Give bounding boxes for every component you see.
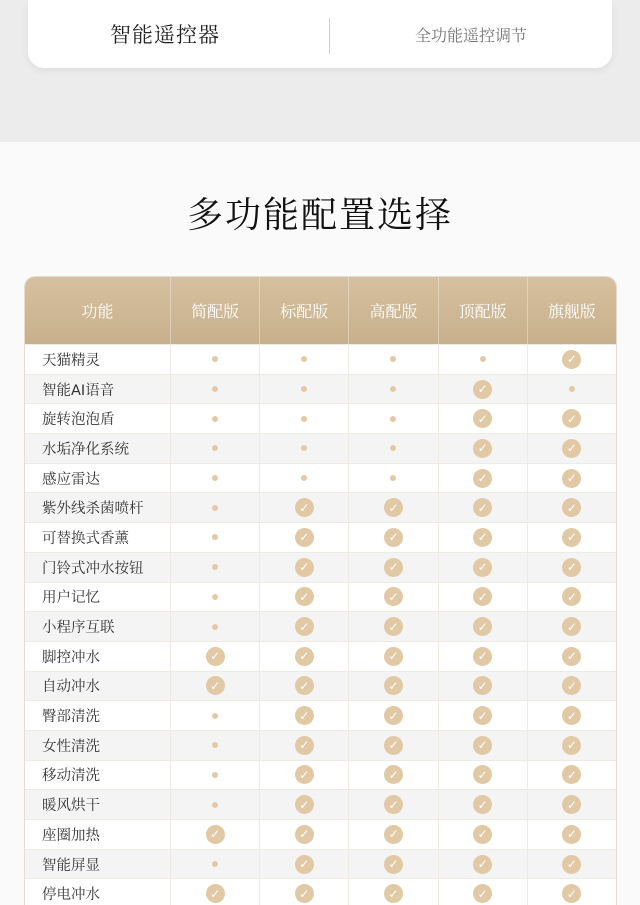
dot-icon bbox=[212, 475, 218, 481]
table-cell bbox=[259, 879, 348, 905]
check-icon: ✓ bbox=[206, 825, 225, 844]
table-cell bbox=[527, 553, 616, 582]
table-cell bbox=[438, 612, 527, 641]
feature-name: 可替换式香薰 bbox=[42, 530, 129, 547]
check-icon: ✓ bbox=[295, 706, 314, 725]
check-icon: ✓ bbox=[562, 884, 581, 903]
table-cell bbox=[527, 761, 616, 790]
table-row bbox=[25, 374, 616, 404]
table-cell bbox=[348, 850, 437, 879]
check-icon: ✓ bbox=[295, 498, 314, 517]
table-cell bbox=[438, 790, 527, 819]
table-cell bbox=[527, 434, 616, 463]
table-cell bbox=[438, 493, 527, 522]
table-cell bbox=[348, 612, 437, 641]
table-cell bbox=[348, 879, 437, 905]
check-icon: ✓ bbox=[562, 350, 581, 369]
dot-icon bbox=[212, 505, 218, 511]
dot-icon bbox=[212, 564, 218, 570]
table-cell bbox=[348, 642, 437, 671]
check-icon: ✓ bbox=[473, 795, 492, 814]
table-cell bbox=[348, 731, 437, 760]
check-icon: ✓ bbox=[295, 765, 314, 784]
feature-name: 臀部清洗 bbox=[42, 709, 100, 726]
table-cell bbox=[259, 523, 348, 552]
check-icon: ✓ bbox=[206, 884, 225, 903]
table-cell bbox=[527, 642, 616, 671]
table-cell bbox=[170, 820, 259, 849]
check-icon: ✓ bbox=[384, 795, 403, 814]
dot-icon bbox=[212, 534, 218, 540]
check-icon: ✓ bbox=[562, 528, 581, 547]
feature-name: 门铃式冲水按钮 bbox=[42, 560, 144, 577]
remote-subtitle: 全功能遥控调节 bbox=[414, 25, 527, 45]
check-icon: ✓ bbox=[473, 706, 492, 725]
table-cell bbox=[259, 731, 348, 760]
table-cell bbox=[170, 375, 259, 404]
table-cell bbox=[348, 761, 437, 790]
config-table bbox=[25, 277, 616, 905]
check-icon: ✓ bbox=[206, 647, 225, 666]
feature-name: 智能AI语音 bbox=[42, 382, 115, 399]
table-row bbox=[25, 463, 616, 493]
table-cell bbox=[527, 345, 616, 374]
check-icon: ✓ bbox=[562, 765, 581, 784]
check-icon: ✓ bbox=[384, 498, 403, 517]
table-cell bbox=[438, 879, 527, 905]
check-icon: ✓ bbox=[473, 558, 492, 577]
table-cell bbox=[259, 790, 348, 819]
check-icon: ✓ bbox=[473, 439, 492, 458]
table-cell bbox=[348, 345, 437, 374]
check-icon: ✓ bbox=[562, 736, 581, 755]
dot-icon bbox=[301, 445, 307, 451]
table-cell bbox=[170, 672, 259, 701]
dot-icon bbox=[301, 356, 307, 362]
feature-name: 感应雷达 bbox=[42, 471, 100, 488]
table-row bbox=[25, 492, 616, 522]
dot-icon bbox=[212, 445, 218, 451]
table-header bbox=[25, 277, 616, 344]
table-cell bbox=[527, 701, 616, 730]
feature-name: 用户记忆 bbox=[42, 590, 100, 607]
check-icon: ✓ bbox=[562, 587, 581, 606]
column-header-basic: 简配版 bbox=[170, 277, 259, 344]
table-row bbox=[25, 552, 616, 582]
table-cell bbox=[348, 375, 437, 404]
check-icon: ✓ bbox=[384, 736, 403, 755]
table-cell bbox=[438, 583, 527, 612]
dot-icon bbox=[212, 624, 218, 630]
table-cell bbox=[438, 404, 527, 433]
check-icon: ✓ bbox=[473, 587, 492, 606]
table-row bbox=[25, 730, 616, 760]
dot-icon bbox=[390, 386, 396, 392]
check-icon: ✓ bbox=[384, 676, 403, 695]
dot-icon bbox=[390, 416, 396, 422]
table-cell bbox=[170, 790, 259, 819]
table-cell bbox=[527, 375, 616, 404]
check-icon: ✓ bbox=[295, 617, 314, 636]
table-cell bbox=[527, 612, 616, 641]
table-cell bbox=[438, 345, 527, 374]
feature-name: 紫外线杀菌喷杆 bbox=[42, 501, 144, 518]
dot-icon bbox=[212, 772, 218, 778]
check-icon: ✓ bbox=[384, 587, 403, 606]
table-cell bbox=[348, 583, 437, 612]
table-cell bbox=[259, 820, 348, 849]
dot-icon bbox=[301, 416, 307, 422]
table-cell bbox=[438, 375, 527, 404]
table-cell bbox=[170, 345, 259, 374]
table-row bbox=[25, 403, 616, 433]
table-cell bbox=[438, 761, 527, 790]
table-cell bbox=[259, 553, 348, 582]
check-icon: ✓ bbox=[384, 765, 403, 784]
feature-name: 小程序互联 bbox=[42, 620, 115, 637]
table-cell bbox=[259, 434, 348, 463]
check-icon: ✓ bbox=[295, 825, 314, 844]
feature-name: 停电冲水 bbox=[42, 887, 100, 904]
check-icon: ✓ bbox=[473, 647, 492, 666]
table-cell bbox=[438, 672, 527, 701]
table-cell bbox=[170, 612, 259, 641]
dot-icon bbox=[390, 445, 396, 451]
remote-title: 智能遥控器 bbox=[110, 23, 220, 47]
check-icon: ✓ bbox=[295, 558, 314, 577]
table-row bbox=[25, 700, 616, 730]
check-icon: ✓ bbox=[562, 855, 581, 874]
check-icon: ✓ bbox=[473, 380, 492, 399]
check-icon: ✓ bbox=[473, 855, 492, 874]
section-title: 多功能配置选择 bbox=[186, 195, 453, 236]
check-icon: ✓ bbox=[295, 795, 314, 814]
check-icon: ✓ bbox=[384, 528, 403, 547]
table-cell bbox=[259, 612, 348, 641]
check-icon: ✓ bbox=[473, 676, 492, 695]
column-header-top: 顶配版 bbox=[438, 277, 527, 344]
check-icon: ✓ bbox=[384, 855, 403, 874]
table-cell bbox=[527, 493, 616, 522]
feature-name: 自动冲水 bbox=[42, 679, 100, 696]
dot-icon bbox=[390, 356, 396, 362]
table-row bbox=[25, 671, 616, 701]
table-row bbox=[25, 582, 616, 612]
check-icon: ✓ bbox=[384, 706, 403, 725]
table-cell bbox=[438, 464, 527, 493]
table-cell bbox=[170, 761, 259, 790]
check-icon: ✓ bbox=[562, 617, 581, 636]
check-icon: ✓ bbox=[384, 617, 403, 636]
table-cell bbox=[527, 879, 616, 905]
table-row bbox=[25, 849, 616, 879]
table-cell bbox=[170, 701, 259, 730]
dot-icon bbox=[301, 475, 307, 481]
table-cell bbox=[259, 375, 348, 404]
table-cell bbox=[259, 672, 348, 701]
table-row bbox=[25, 344, 616, 374]
table-cell bbox=[170, 850, 259, 879]
check-icon: ✓ bbox=[295, 528, 314, 547]
check-icon: ✓ bbox=[562, 498, 581, 517]
table-cell bbox=[438, 820, 527, 849]
check-icon: ✓ bbox=[562, 795, 581, 814]
table-cell bbox=[348, 434, 437, 463]
check-icon: ✓ bbox=[562, 558, 581, 577]
feature-name: 移动清洗 bbox=[42, 768, 100, 785]
table-cell bbox=[527, 672, 616, 701]
table-cell bbox=[170, 493, 259, 522]
table-row bbox=[25, 789, 616, 819]
table-cell bbox=[259, 345, 348, 374]
feature-name: 旋转泡泡盾 bbox=[42, 412, 115, 429]
check-icon: ✓ bbox=[562, 647, 581, 666]
table-cell bbox=[170, 464, 259, 493]
check-icon: ✓ bbox=[384, 647, 403, 666]
table-body bbox=[25, 344, 616, 905]
table-cell bbox=[527, 850, 616, 879]
table-cell bbox=[438, 701, 527, 730]
check-icon: ✓ bbox=[295, 587, 314, 606]
check-icon: ✓ bbox=[295, 884, 314, 903]
table-cell bbox=[348, 523, 437, 552]
feature-name: 暖风烘干 bbox=[42, 798, 100, 815]
check-icon: ✓ bbox=[562, 469, 581, 488]
dot-icon bbox=[212, 861, 218, 867]
check-icon: ✓ bbox=[295, 647, 314, 666]
table-cell bbox=[170, 434, 259, 463]
dot-icon bbox=[301, 386, 307, 392]
dot-icon bbox=[212, 416, 218, 422]
check-icon: ✓ bbox=[473, 736, 492, 755]
table-cell bbox=[348, 493, 437, 522]
table-cell bbox=[170, 642, 259, 671]
dot-icon bbox=[212, 356, 218, 362]
table-cell bbox=[170, 553, 259, 582]
dot-icon bbox=[212, 386, 218, 392]
dot-icon bbox=[212, 742, 218, 748]
table-cell bbox=[527, 523, 616, 552]
table-cell bbox=[348, 464, 437, 493]
dot-icon bbox=[569, 386, 575, 392]
check-icon: ✓ bbox=[473, 528, 492, 547]
column-header-high: 高配版 bbox=[348, 277, 437, 344]
table-cell bbox=[527, 583, 616, 612]
check-icon: ✓ bbox=[295, 676, 314, 695]
check-icon: ✓ bbox=[473, 765, 492, 784]
feature-name: 智能屏显 bbox=[42, 857, 100, 874]
feature-name: 女性清洗 bbox=[42, 738, 100, 755]
table-cell bbox=[527, 820, 616, 849]
table-cell bbox=[527, 464, 616, 493]
table-cell bbox=[259, 464, 348, 493]
feature-name: 水垢净化系统 bbox=[42, 441, 129, 458]
table-cell bbox=[348, 790, 437, 819]
table-cell bbox=[259, 642, 348, 671]
table-cell bbox=[259, 493, 348, 522]
table-cell bbox=[438, 553, 527, 582]
table-row bbox=[25, 611, 616, 641]
check-icon: ✓ bbox=[562, 825, 581, 844]
table-cell bbox=[438, 850, 527, 879]
table-cell bbox=[259, 404, 348, 433]
table-row bbox=[25, 522, 616, 552]
table-cell bbox=[348, 404, 437, 433]
check-icon: ✓ bbox=[562, 706, 581, 725]
check-icon: ✓ bbox=[562, 439, 581, 458]
check-icon: ✓ bbox=[562, 409, 581, 428]
dot-icon bbox=[480, 356, 486, 362]
table-cell bbox=[259, 701, 348, 730]
check-icon: ✓ bbox=[473, 469, 492, 488]
check-icon: ✓ bbox=[384, 884, 403, 903]
table-row bbox=[25, 878, 616, 905]
table-row bbox=[25, 641, 616, 671]
check-icon: ✓ bbox=[295, 736, 314, 755]
table-cell bbox=[348, 672, 437, 701]
table-cell bbox=[348, 701, 437, 730]
feature-name: 天猫精灵 bbox=[42, 352, 100, 369]
column-header-standard: 标配版 bbox=[259, 277, 348, 344]
dot-icon bbox=[390, 475, 396, 481]
dot-icon bbox=[212, 594, 218, 600]
table-row bbox=[25, 819, 616, 849]
check-icon: ✓ bbox=[206, 676, 225, 695]
table-cell bbox=[259, 761, 348, 790]
check-icon: ✓ bbox=[384, 558, 403, 577]
check-icon: ✓ bbox=[473, 617, 492, 636]
table-cell bbox=[438, 523, 527, 552]
table-cell bbox=[259, 850, 348, 879]
table-cell bbox=[438, 434, 527, 463]
table-row bbox=[25, 760, 616, 790]
table-cell bbox=[259, 583, 348, 612]
column-header-flagship: 旗舰版 bbox=[527, 277, 616, 344]
check-icon: ✓ bbox=[384, 825, 403, 844]
check-icon: ✓ bbox=[473, 409, 492, 428]
check-icon: ✓ bbox=[473, 825, 492, 844]
table-cell bbox=[170, 404, 259, 433]
table-cell bbox=[170, 731, 259, 760]
table-cell bbox=[438, 731, 527, 760]
table-cell bbox=[527, 790, 616, 819]
check-icon: ✓ bbox=[473, 498, 492, 517]
dot-icon bbox=[212, 802, 218, 808]
table-cell bbox=[170, 879, 259, 905]
table-row bbox=[25, 433, 616, 463]
table-cell bbox=[348, 820, 437, 849]
table-cell bbox=[170, 523, 259, 552]
table-cell bbox=[527, 404, 616, 433]
dot-icon bbox=[212, 713, 218, 719]
feature-name: 脚控冲水 bbox=[42, 649, 100, 666]
feature-name: 座圈加热 bbox=[42, 827, 100, 844]
header-card bbox=[28, 0, 612, 68]
check-icon: ✓ bbox=[562, 676, 581, 695]
check-icon: ✓ bbox=[295, 855, 314, 874]
column-header-feature: 功能 bbox=[81, 302, 114, 321]
check-icon: ✓ bbox=[473, 884, 492, 903]
table-cell bbox=[170, 583, 259, 612]
table-cell bbox=[527, 731, 616, 760]
table-cell bbox=[438, 642, 527, 671]
table-cell bbox=[348, 553, 437, 582]
